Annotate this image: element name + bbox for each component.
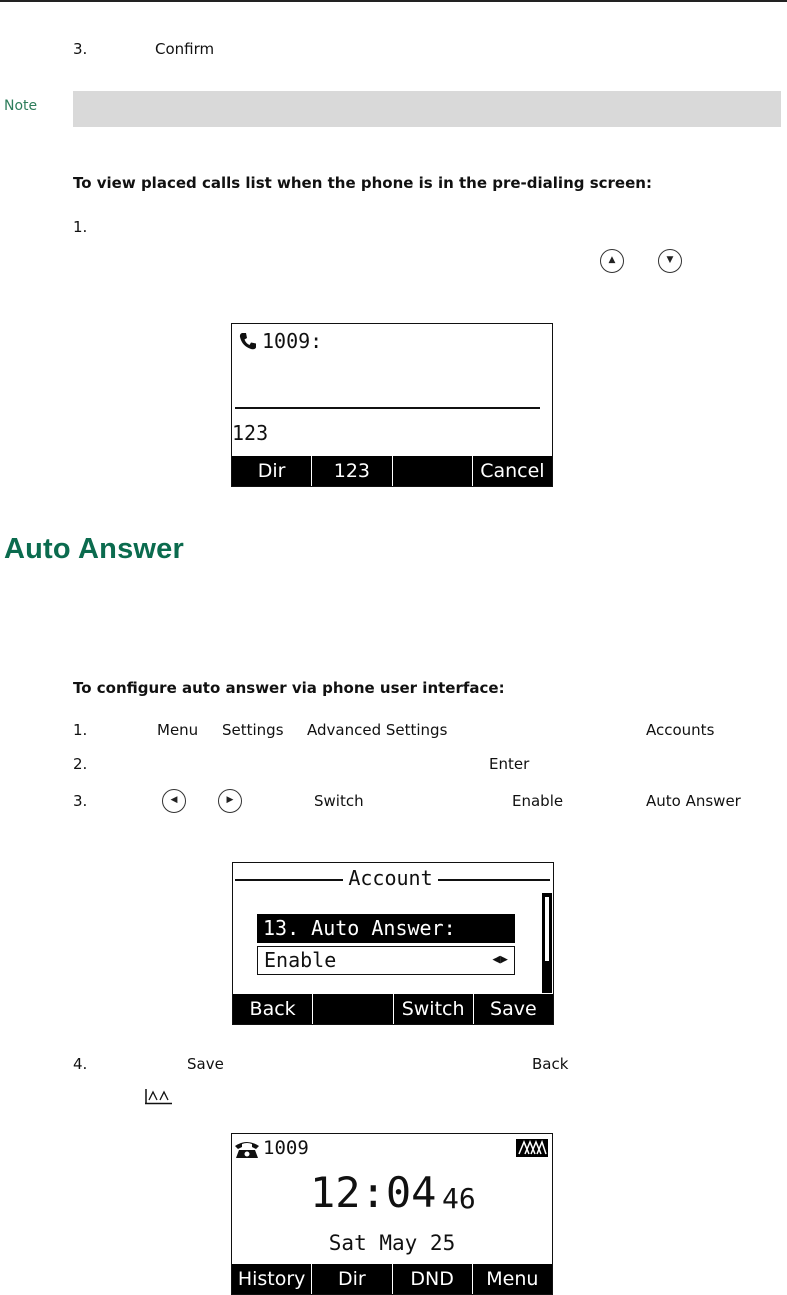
- desk-phone-icon: [234, 1139, 260, 1159]
- note-label: Note: [4, 98, 38, 114]
- step-number: 3.: [73, 792, 88, 810]
- left-right-arrows-icon: ◀▶: [492, 952, 508, 967]
- softkey-123[interactable]: 123: [311, 456, 391, 486]
- confirm-label: Confirm: [155, 40, 215, 58]
- section-heading: Auto Answer: [4, 533, 184, 565]
- auto-answer-label: Auto Answer: [646, 792, 741, 810]
- note-box: [73, 91, 781, 127]
- phone-screen-predial: [231, 323, 553, 487]
- auto-answer-icon: [144, 1087, 174, 1105]
- enable-label: Enable: [512, 792, 564, 810]
- softkey-empty[interactable]: [392, 456, 472, 486]
- softkey-dir[interactable]: Dir: [311, 1264, 391, 1294]
- dialed-number: 123: [232, 421, 269, 445]
- phone-screen-idle: [231, 1133, 553, 1295]
- menu-item-highlighted[interactable]: 13. Auto Answer:: [257, 914, 515, 943]
- softkey-bar: [233, 994, 553, 1024]
- phone-screen-account: [232, 862, 554, 1025]
- softkey-empty[interactable]: [312, 994, 392, 1024]
- softkey-save[interactable]: Save: [473, 994, 553, 1024]
- step-number: 1.: [73, 218, 88, 236]
- step-number: 4.: [73, 1055, 88, 1073]
- step-number: 3.: [73, 40, 88, 58]
- input-underline: [235, 407, 540, 409]
- scrollbar[interactable]: [542, 893, 552, 993]
- softkey-dir[interactable]: Dir: [257, 460, 286, 482]
- softkey-bar: [232, 1264, 552, 1294]
- date-label: Sat May 25: [328, 1231, 456, 1255]
- account-label: 1009: [263, 1137, 309, 1159]
- menu-label: Menu: [157, 721, 199, 739]
- clock-time: 12:04: [310, 1168, 437, 1217]
- enter-label: Enter: [489, 755, 530, 773]
- save-label: Save: [187, 1055, 224, 1073]
- handset-icon: [238, 331, 258, 351]
- back-label: Back: [532, 1055, 569, 1073]
- auto-answer-status-icon: [516, 1139, 548, 1157]
- title-rule-right: [438, 879, 550, 881]
- right-key-icon: ▶: [218, 789, 242, 813]
- title-rule-left: [235, 879, 343, 881]
- settings-label: Settings: [222, 721, 284, 739]
- value-text: Enable: [264, 948, 337, 972]
- screen-title: Account: [348, 866, 433, 890]
- softkey-menu[interactable]: Menu: [472, 1264, 552, 1294]
- down-key-icon: ▼: [658, 249, 682, 273]
- auto-answer-intro: To configure auto answer via phone user interface:: [73, 679, 505, 697]
- value-field[interactable]: [257, 946, 515, 975]
- account-label: 1009:: [262, 329, 323, 353]
- header-rule: [0, 0, 787, 2]
- softkey-back[interactable]: Back: [249, 998, 296, 1020]
- softkey-cancel[interactable]: Cancel: [472, 456, 552, 486]
- placed-calls-intro: To view placed calls list when the phone is in the pre-dialing screen:: [73, 174, 652, 192]
- clock-seconds: 46: [442, 1182, 476, 1215]
- step-number: 2.: [73, 755, 88, 773]
- softkey-history[interactable]: History: [237, 1268, 306, 1290]
- softkey-switch[interactable]: Switch: [393, 994, 473, 1024]
- scrollbar-thumb[interactable]: [545, 897, 549, 961]
- advanced-settings-label: Advanced Settings: [307, 721, 448, 739]
- softkey-bar: [232, 456, 552, 486]
- switch-label: Switch: [314, 792, 364, 810]
- softkey-dnd[interactable]: DND: [392, 1264, 472, 1294]
- step-number: 1.: [73, 721, 88, 739]
- left-key-icon: ◀: [162, 789, 186, 813]
- up-key-icon: ▲: [600, 249, 624, 273]
- accounts-label: Accounts: [646, 721, 715, 739]
